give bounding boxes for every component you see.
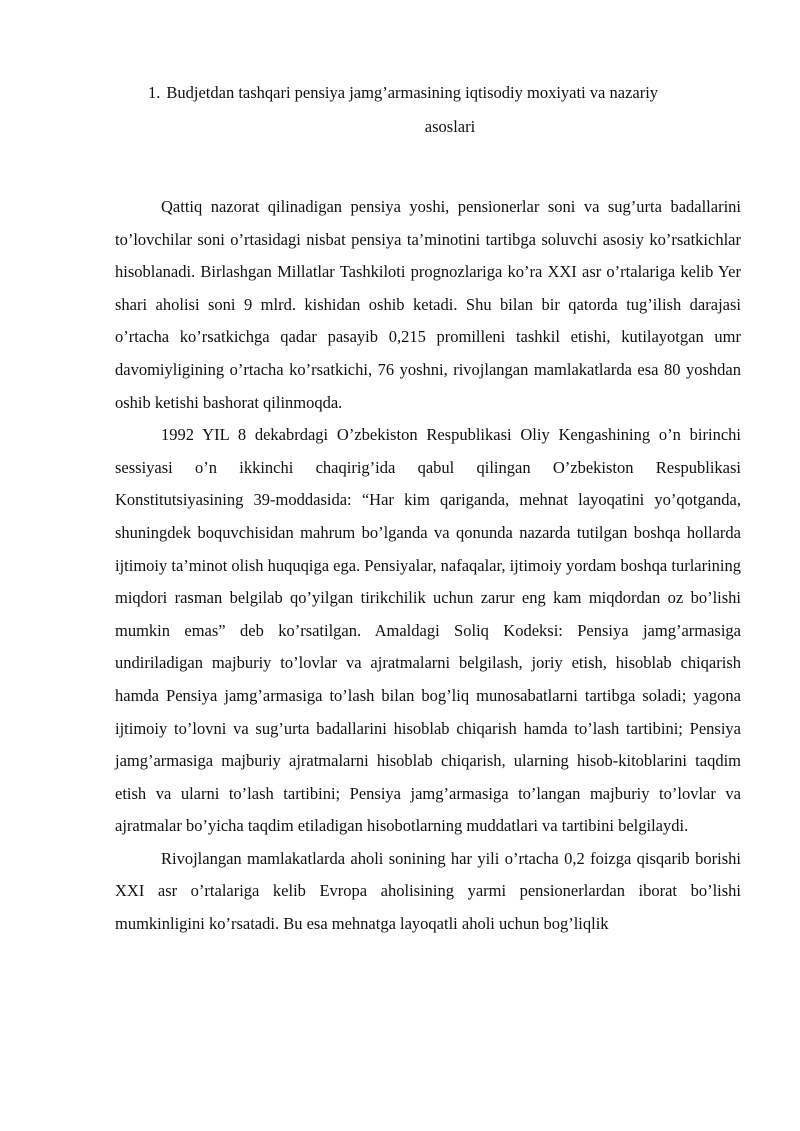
section-heading <box>120 76 760 144</box>
section-heading-line-1 <box>120 76 760 110</box>
document-body <box>115 191 741 941</box>
section-title-line-2: asoslari <box>424 117 476 136</box>
section-title-line-1: Budjetdan tashqari pensiya jamg’armasining iqtisodiy moxiyati va nazariy <box>166 83 659 102</box>
paragraph-population-decline: Rivojlangan mamlakatlarda aholi sonining har yili o’rtacha 0,2 foizga qisqarib borishi XXI asr o’rtalariga kelib Evropa aholisining yarmi pensionerlardan iborat bo’lishi mumkinligini ko’rsatadi. Bu esa mehnatga layoqatli aholi uchun bog’liqlik <box>115 848 741 934</box>
paragraph-demographics: Qattiq nazorat qilinadigan pensiya yoshi, pensionerlar soni va sug’urta badallarini to’lovchilar soni o’rtasidagi nisbat pensiya ta’minotini tartibga soluvchi asosiy ko’rsatkichlar hisoblanadi. Birlashgan Millatlar Tashkiloti prognozlariga ko’ra XXI asr o’rtalariga kelib Yer shari aholisi soni 9 mlrd. kishidan oshib ketadi. Shu bilan bir qatorda tug’ilish darajasi o’rtacha ko’rsatkichga qadar pasayib 0,215 promilleni tashkil etishi, kutilayotgan umr davomiyligining o’rtacha ko’rsatkichi, 76 yoshni, rivojlangan mamlakatlarda esa 80 yoshdan oshib ketishi bashorat qilinmoqda. <box>115 197 741 412</box>
paragraph-constitution: 1992 YIL 8 dekabrdagi O’zbekiston Respublikasi Oliy Kengashining o’n birinchi sessiyasi o’n ikkinchi chaqirig’ida qabul qilingan O’zbekiston Respublikasi Konstitutsiyasining 39-moddasida: “Har kim qariganda, mehnat layoqatini yo’qotganda, shuningdek boquvchisidan mahrum bo’lganda va qonunda nazarda tutilgan boshqa hollarda ijtimoiy ta’minot olish huquqiga ega. Pensiyalar, nafaqalar, ijtimoiy yordam boshqa turlarining miqdori rasman belgilab qo’yilgan tirikchilik uchun zarur eng kam miqdordan oz bo’lishi mumkin emas” deb ko’rsatilgan. Amaldagi Soliq Kodeksi: Pensiya jamg’armasiga undiriladigan majburiy to’lovlar va ajratmalarni belgilash, joriy etish, hisoblab chiqarish hamda Pensiya jamg’armasiga to’lash bilan bog’liq munosabatlarni tartibga soladi; yagona ijtimoiy to’lovni va sug’urta badallarini hisoblab chiqarish hamda to’lash tartibini; Pensiya jamg’armasiga majburiy ajratmalarni hisoblab chiqarish, ularning hisob-kitoblarini taqdim etish va ularni to’lash tartibini; Pensiya jamg’armasiga to’langan majburiy to’lovlar va ajratmalar bo’yicha taqdim etiladigan hisobotlarning muddatlari va tartibini belgilaydi. <box>115 425 742 836</box>
section-number: 1. <box>148 83 161 102</box>
